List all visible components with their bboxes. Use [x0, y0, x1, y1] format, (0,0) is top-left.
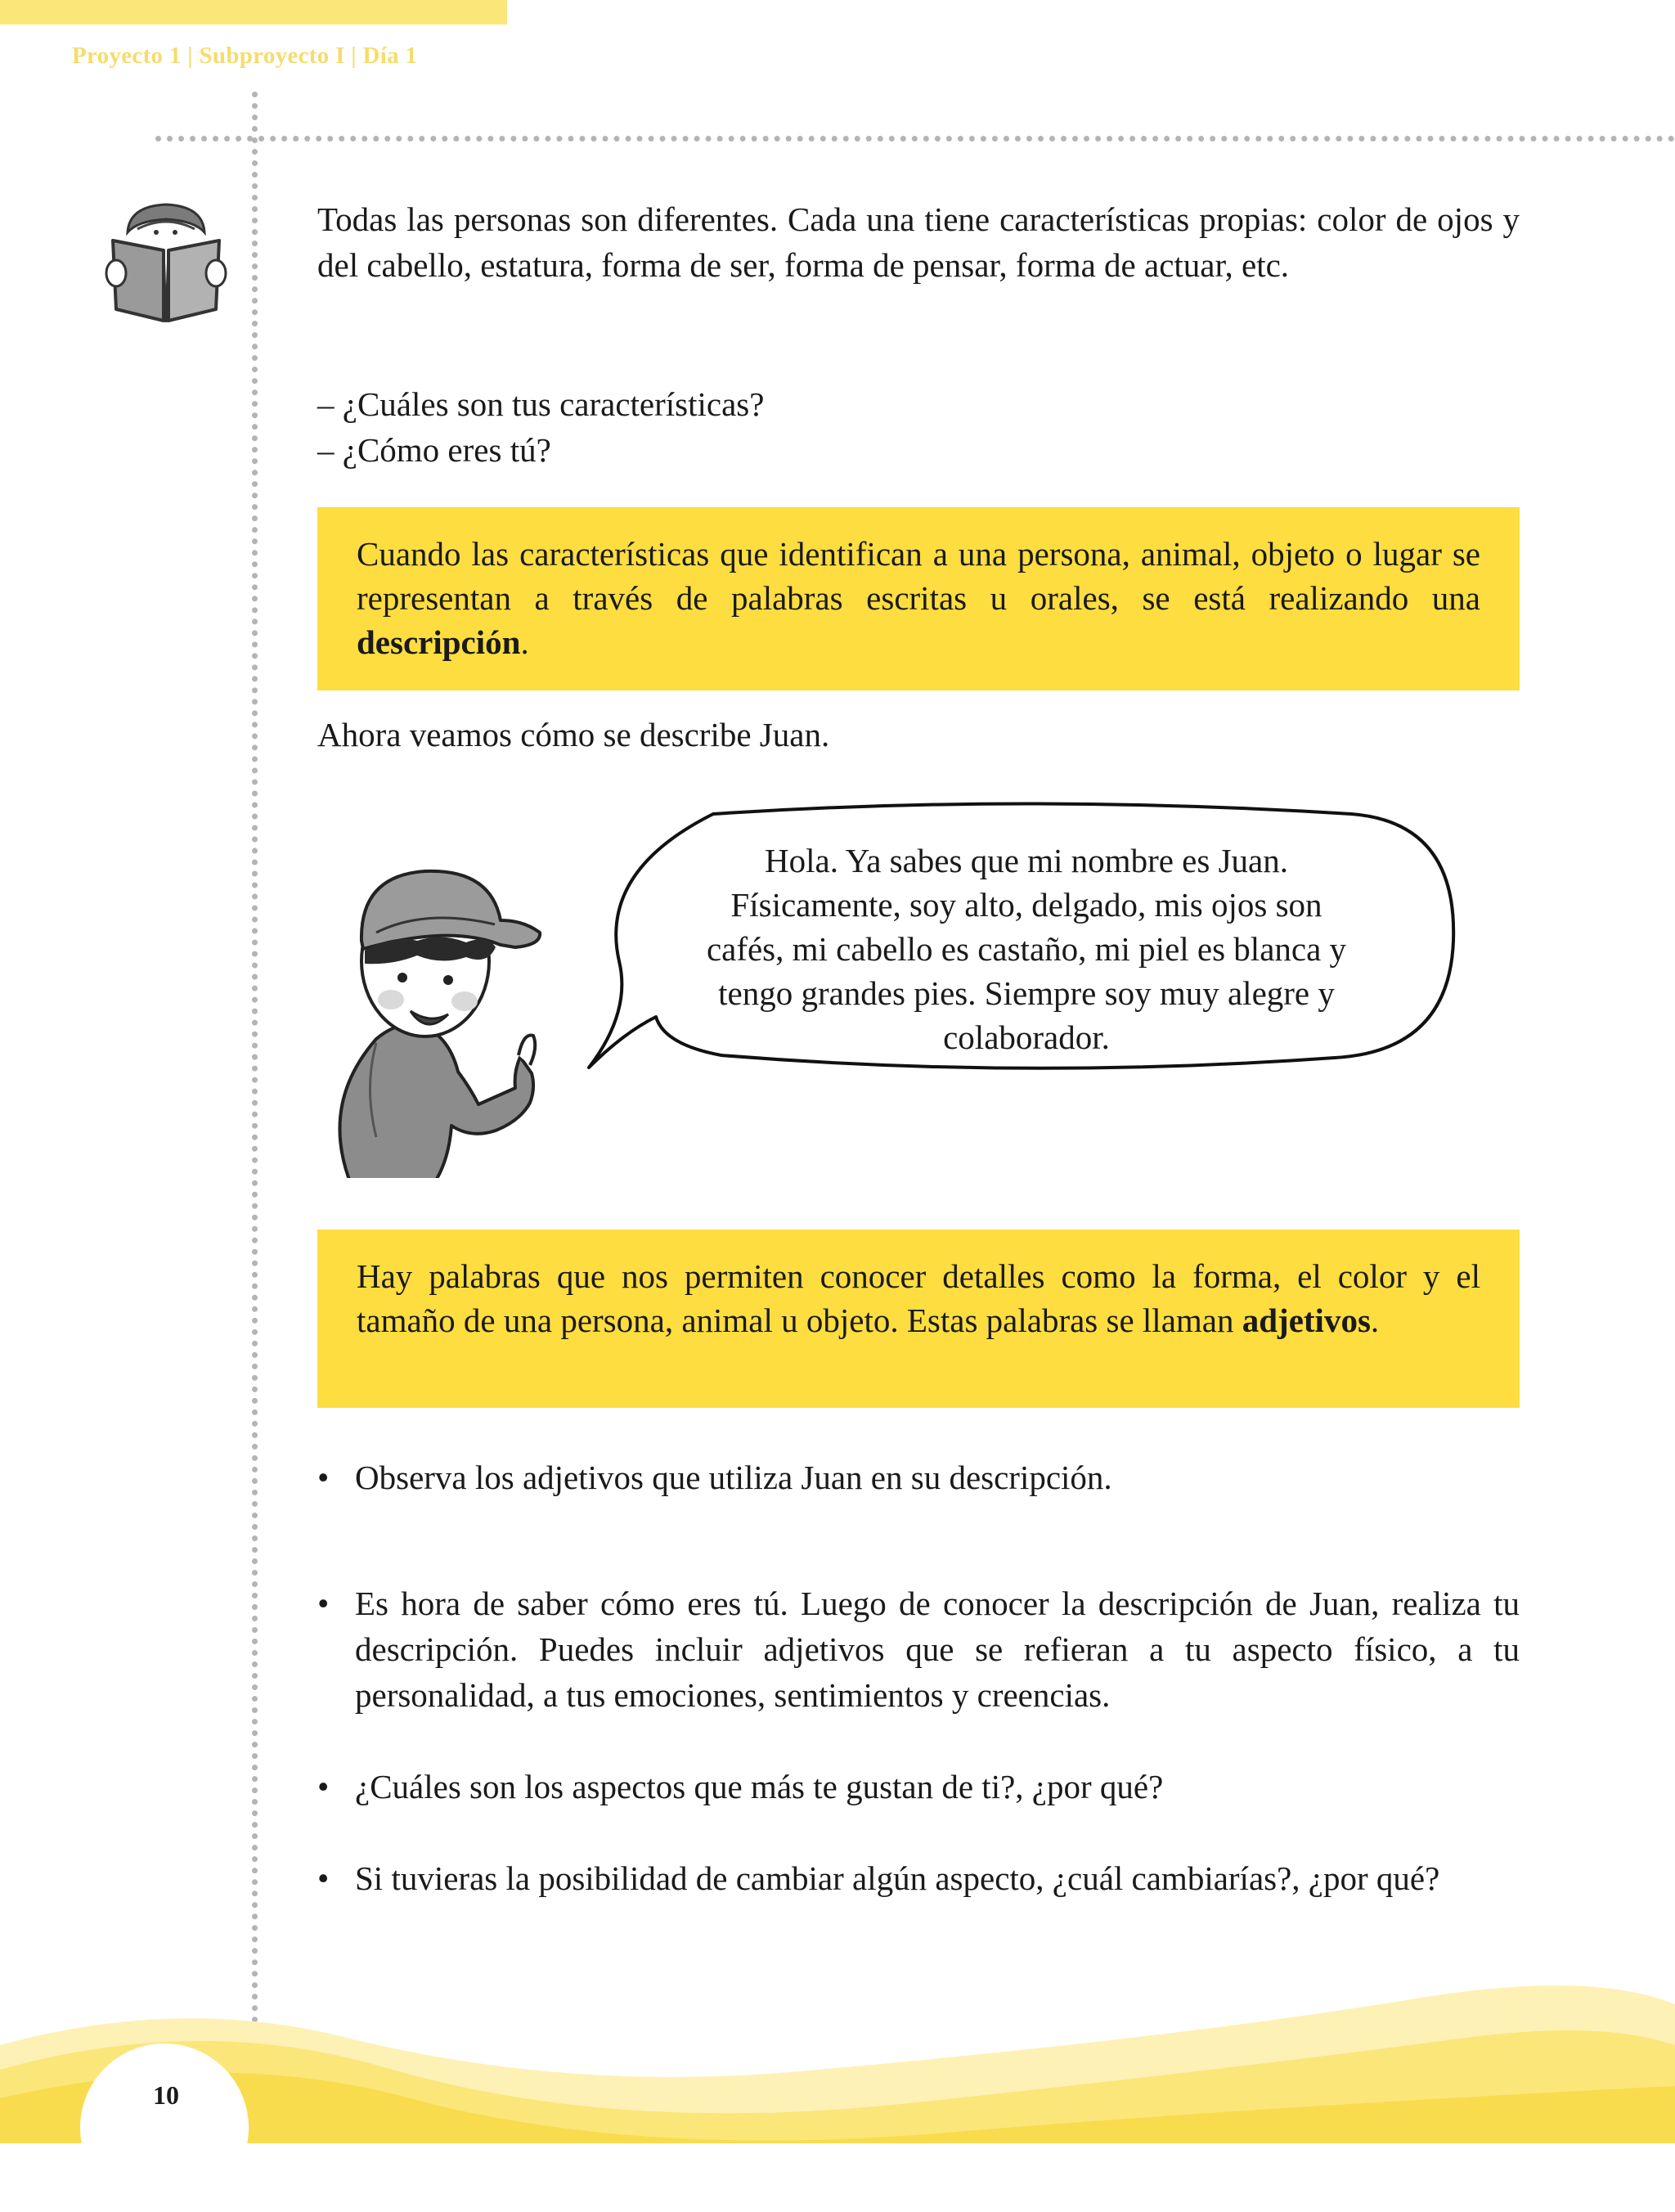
speech-line-1: Hola. Ya sabes que mi nombre es Juan.: [765, 842, 1288, 879]
list-item: [317, 1454, 1520, 1500]
bullet-icon: •: [317, 1768, 330, 1805]
page-number-circle: [80, 2043, 249, 2212]
list-item-text: ¿Cuáles son los aspectos que más te gustan de ti?, ¿por qué?: [355, 1768, 1164, 1805]
definition-box-adjectives: [317, 1230, 1520, 1408]
top-accent-bar: [0, 0, 507, 25]
intro-paragraph: Todas las personas son diferentes. Cada una tiene características propias: color de ojos y del cabello, estatura, forma de ser, forma de pensar, forma de actuar, etc.: [317, 200, 1520, 284]
speech-line-2: Físicamente, soy alto, delgado, mis ojos son: [730, 886, 1322, 924]
adjectives-text-end: .: [1370, 1302, 1380, 1339]
bullet-icon: •: [317, 1585, 330, 1622]
list-item: [317, 1855, 1520, 1901]
speech-line-5: colaborador.: [943, 1018, 1110, 1056]
list-item: [317, 1764, 1520, 1810]
speech-line-4: tengo grandes pies. Siempre soy muy alegre y: [718, 974, 1335, 1012]
speech-bubble-text: [646, 838, 1407, 1059]
list-item: [317, 1580, 1520, 1718]
speech-line-3: cafés, mi cabello es castaño, mi piel es blanca y: [706, 930, 1347, 968]
dotted-rule-horizontal: [155, 136, 1675, 142]
question-how-are-you: – ¿Cómo eres tú?: [317, 431, 551, 469]
adjectives-text-part: Hay palabras que nos permiten conocer detalles como la forma, el color y el tamaño de una persona, animal u objeto. Estas palabras se llaman: [357, 1257, 1480, 1339]
footer-wave-decoration: [0, 1947, 1675, 2143]
definition-term: descripción: [357, 623, 521, 661]
question-characteristics: – ¿Cuáles son tus características?: [317, 385, 765, 423]
reading-child-icon: [105, 198, 227, 329]
dotted-rule-vertical: [252, 92, 258, 2047]
definition-text-end: .: [520, 623, 529, 661]
list-item-text: Si tuvieras la posibilidad de cambiar algún aspecto, ¿cuál cambiarías?, ¿por qué?: [355, 1859, 1440, 1897]
bullet-icon: •: [317, 1859, 330, 1897]
adjectives-term: adjetivos: [1242, 1302, 1371, 1339]
definition-text-part: Cuando las características que identifican a una persona, animal, objeto o lugar se representan a través de palabras escritas u orales, se está realizando una: [357, 535, 1480, 617]
definition-box-description: [317, 507, 1520, 690]
list-item-text: Es hora de saber cómo eres tú. Luego de conocer la descripción de Juan, realiza tu descripción. Puedes incluir adjetivos que se refieran a tu aspecto físico, a tu personalidad, a tus emociones, sentimientos y creencias.: [355, 1585, 1520, 1714]
definition-text: [357, 532, 1480, 664]
juan-illustration: [327, 843, 589, 1178]
list-item-text: Observa los adjetivos que utiliza Juan en su descripción.: [355, 1459, 1112, 1496]
adjectives-text: [357, 1254, 1480, 1342]
bullet-icon: •: [317, 1459, 330, 1496]
page-number: 10: [153, 2080, 179, 2110]
header-breadcrumb: Proyecto 1 | Subproyecto I | Día 1: [72, 43, 418, 69]
lead-sentence: Ahora veamos cómo se describe Juan.: [317, 716, 830, 753]
